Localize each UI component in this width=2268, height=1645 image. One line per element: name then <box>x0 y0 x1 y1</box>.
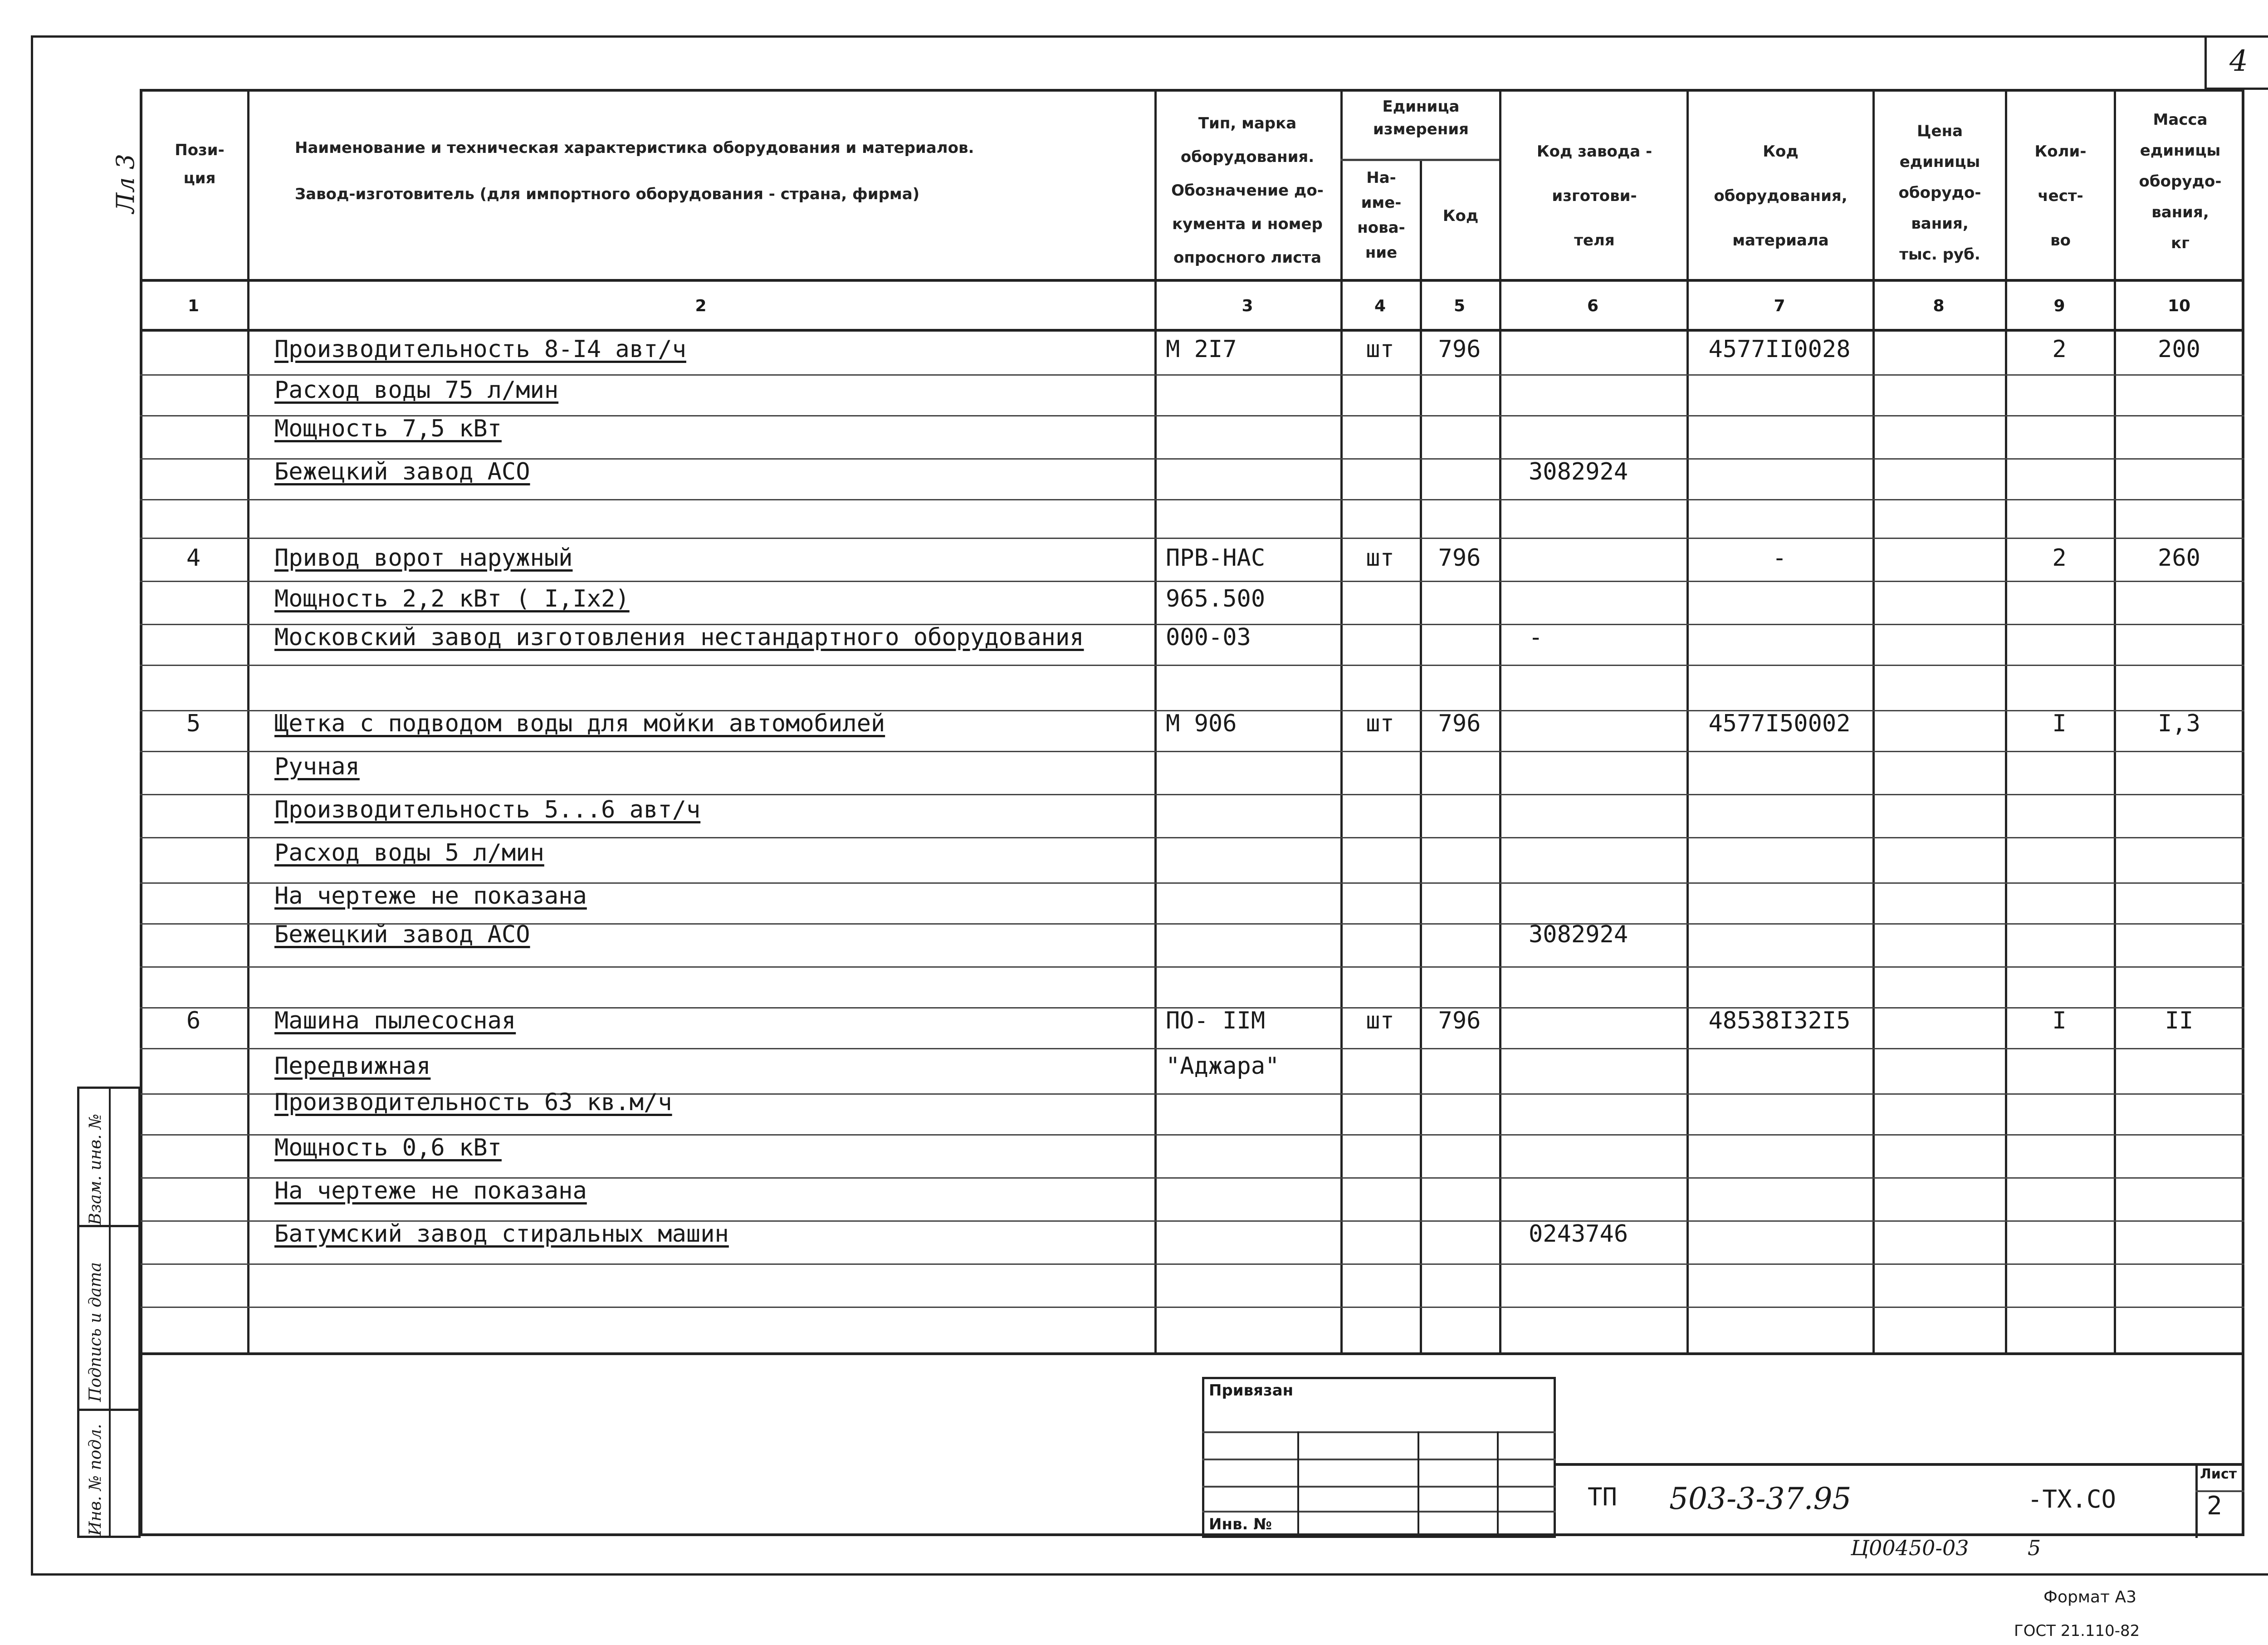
inv-no-label: Инв. № <box>1209 1515 1272 1533</box>
colnum-7: 7 <box>1774 297 1785 315</box>
row-unit-code: 796 <box>1438 336 1481 363</box>
row-name: Мощность 0,6 кВт <box>274 1134 502 1161</box>
corner-sheet-number: 4 <box>2229 44 2248 78</box>
privyazan-line-4 <box>1202 1511 1556 1513</box>
col-divider-1 <box>247 89 249 1352</box>
colnum-6: 6 <box>1587 297 1599 315</box>
margin-divider <box>109 1087 111 1538</box>
colnum-9: 9 <box>2053 297 2065 315</box>
row-unit-code: 796 <box>1438 710 1481 737</box>
colnum-bottom-line <box>140 329 2244 332</box>
margin-label-vzam: Взам. инв. № <box>86 1113 105 1225</box>
row-line <box>140 837 2244 838</box>
row-line <box>140 794 2244 795</box>
row-name: Батумский завод стиральных машин <box>274 1220 729 1248</box>
privyazan-vline-1 <box>1297 1431 1299 1538</box>
privyazan-line-3 <box>1202 1486 1556 1488</box>
col-divider-2 <box>1154 89 1157 1352</box>
row-name: Мощность 2,2 кВт ( I,Ix2) <box>274 585 630 612</box>
row-mass: 260 <box>2158 544 2200 572</box>
row-type: "Аджара" <box>1166 1053 1280 1080</box>
format-label: Формат А3 <box>2043 1588 2137 1606</box>
row-name: Московский завод изготовления нестандартного оборудования <box>274 624 1084 651</box>
row-quantity: I <box>2052 710 2067 737</box>
header-col6: Код завода - изготови- теля <box>1536 142 1652 250</box>
row-type: 000-03 <box>1166 624 1251 651</box>
row-line <box>140 1048 2244 1049</box>
gost-label: ГОСТ 21.110-82 <box>2014 1622 2140 1640</box>
colnum-4: 4 <box>1374 297 1386 315</box>
header-col7: Код оборудования, материала <box>1714 142 1848 250</box>
row-line <box>140 538 2244 539</box>
colnum-3: 3 <box>1242 297 1253 315</box>
row-name: Мощность 7,5 кВт <box>274 415 502 442</box>
row-name: На чертеже не показана <box>274 882 587 910</box>
row-line <box>140 499 2244 500</box>
row-type: ПО- IIМ <box>1166 1007 1266 1034</box>
row-name: Машина пылесосная <box>274 1007 516 1034</box>
row-unit-code: 796 <box>1438 1007 1481 1034</box>
colnum-5: 5 <box>1453 297 1466 315</box>
col-divider-5 <box>1499 89 1501 1352</box>
row-name: Передвижная <box>274 1053 431 1080</box>
row-line <box>140 374 2244 376</box>
row-line <box>140 581 2244 582</box>
side-mark: Лл 3 <box>111 154 140 213</box>
row-type: ПРВ-НАС <box>1166 544 1266 572</box>
row-line <box>140 751 2244 752</box>
colnum-10: 10 <box>2167 297 2191 315</box>
row-type: М 906 <box>1166 710 1237 737</box>
privyazan-vline-2 <box>1418 1431 1419 1538</box>
row-line <box>140 1263 2244 1265</box>
row-name: Расход воды 5 л/мин <box>274 839 544 867</box>
row-name: На чертеже не показана <box>274 1177 587 1204</box>
colnum-8: 8 <box>1933 297 1945 315</box>
row-mass: 200 <box>2158 336 2200 363</box>
header-col8: Цена единицы оборудо- вания, тыс. руб. <box>1898 122 1981 264</box>
row-position: 5 <box>186 710 201 737</box>
list-number: 2 <box>2207 1491 2222 1521</box>
row-type: 965.500 <box>1166 585 1266 612</box>
row-mass: II <box>2165 1007 2194 1034</box>
margin-label-podpis: Подпись и дата <box>86 1262 105 1402</box>
doc-suffix: -ТХ.СО <box>2028 1485 2116 1513</box>
privyazan-line-2 <box>1202 1459 1556 1460</box>
header-col9: Коли- чест- во <box>2034 142 2087 250</box>
archive-number: Ц00450-03 <box>1851 1536 1969 1560</box>
row-unit: шт <box>1366 544 1394 572</box>
colnum-2: 2 <box>695 297 707 315</box>
row-name: Расход воды 75 л/мин <box>274 377 559 404</box>
margin-label-inv: Инв. № подл. <box>86 1424 105 1536</box>
header-col4: На- име- нова- ние <box>1357 169 1405 262</box>
row-unit: шт <box>1366 336 1394 363</box>
row-quantity: 2 <box>2052 544 2067 572</box>
unit-group-line <box>1340 159 1499 161</box>
row-unit: шт <box>1366 1007 1394 1034</box>
header-col3: Тип, марка оборудования. Обозначение до- кумента и номер опросного листа <box>1171 114 1324 267</box>
row-name: Привод ворот наружный <box>274 544 573 572</box>
row-type: М 2I7 <box>1166 336 1237 363</box>
archive-sheet: 5 <box>2028 1536 2041 1560</box>
header-bottom-line <box>140 279 2244 282</box>
row-name: Производительность 5...6 авт/ч <box>274 796 701 823</box>
row-name: Бежецкий завод АСО <box>274 458 530 485</box>
privyazan-line-1 <box>1202 1431 1556 1433</box>
row-quantity: 2 <box>2052 336 2067 363</box>
tp-label: ТП <box>1588 1483 1618 1511</box>
corner-sheet-number-box <box>2204 35 2268 90</box>
doc-number: 503-3-37.95 <box>1669 1481 1852 1516</box>
header-col2: Наименование и техническая характеристика оборудования и материалов. Завод-изготовитель (для импортного оборудования - страна, фирма) <box>295 139 974 203</box>
row-factory-code: 3082924 <box>1529 458 1628 485</box>
row-unit-code: 796 <box>1438 544 1481 572</box>
row-line <box>140 966 2244 968</box>
row-line <box>140 665 2244 666</box>
row-line <box>140 1307 2244 1308</box>
header-unit-group: Единица измерения <box>1373 98 1469 138</box>
row-factory-code: 3082924 <box>1529 921 1628 948</box>
title-top-line <box>1556 1463 2244 1466</box>
row-position: 4 <box>186 544 201 572</box>
row-quantity: I <box>2052 1007 2067 1034</box>
row-factory-code: - <box>1529 624 1543 651</box>
row-position: 6 <box>186 1007 201 1034</box>
header-col1: Пози- ция <box>175 141 225 187</box>
row-name: Производительность 8-I4 авт/ч <box>274 336 686 363</box>
row-equipment-code: 4577I50002 <box>1708 710 1851 737</box>
row-unit: шт <box>1366 710 1394 737</box>
header-col5: Код <box>1442 207 1479 225</box>
privyazan-label: Привязан <box>1209 1381 1294 1400</box>
list-label: Лист <box>2200 1466 2237 1482</box>
privyazan-vline-3 <box>1497 1431 1499 1538</box>
row-name: Ручная <box>274 753 360 780</box>
privyazan-block <box>1202 1377 1556 1538</box>
col-divider-7 <box>1872 89 1875 1352</box>
row-mass: I,3 <box>2158 710 2200 737</box>
row-factory-code: 0243746 <box>1529 1220 1628 1248</box>
row-name: Щетка с подводом воды для мойки автомобилей <box>274 710 885 737</box>
row-equipment-code: - <box>1772 544 1787 572</box>
body-bottom-line <box>140 1352 2244 1355</box>
row-name: Производительность 63 кв.м/ч <box>274 1089 672 1116</box>
row-equipment-code: 48538I32I5 <box>1708 1007 1851 1034</box>
header-col10: Масса единицы оборудо- вания, кг <box>2139 111 2222 252</box>
row-equipment-code: 4577II0028 <box>1708 336 1851 363</box>
colnum-1: 1 <box>187 297 200 315</box>
row-name: Бежецкий завод АСО <box>274 921 530 948</box>
